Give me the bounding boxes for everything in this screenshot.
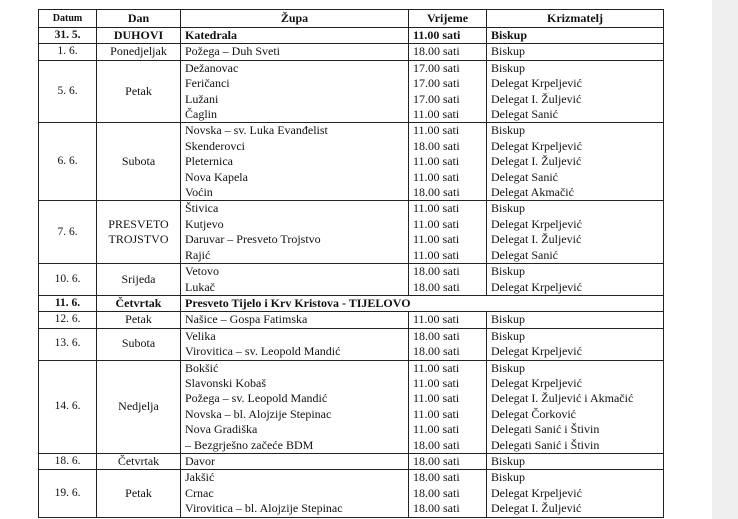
cell-krizmatelj xyxy=(487,123,664,201)
table-row xyxy=(39,201,664,264)
table-row xyxy=(39,453,664,469)
vrijeme-line: 11.00 sati xyxy=(413,107,460,122)
cell-zupa xyxy=(181,28,409,44)
cell-krizmatelj xyxy=(487,44,664,60)
vrijeme-line: 11.00 sati xyxy=(413,406,460,421)
zupa-line: Novska – bl. Alojzije Stepinac xyxy=(185,406,332,421)
zupa-line: Nova Gradiška xyxy=(185,422,258,437)
cell-dan xyxy=(97,264,181,296)
cell-zupa xyxy=(181,123,409,201)
krizmatelj-line: Delegat Krpeljević xyxy=(491,375,582,390)
cell-krizmatelj xyxy=(487,28,664,44)
krizmatelj-line: Biskup xyxy=(491,360,526,375)
vrijeme-line: 11.00 sati xyxy=(413,232,460,247)
cell-zupa xyxy=(181,44,409,60)
krizmatelj-line: Delegat Čorković xyxy=(491,406,576,421)
cell-datum: 7. 6. xyxy=(39,201,97,264)
table-row xyxy=(39,328,664,360)
zupa-line: Jakšić xyxy=(185,470,215,485)
cell-vrijeme xyxy=(409,360,487,453)
zupa-line: Požega – sv. Leopold Mandić xyxy=(185,391,328,406)
zupa-line: Daruvar – Presveto Trojstvo xyxy=(185,232,321,247)
vrijeme-line: 11.00 sati xyxy=(413,216,460,231)
header-zupa: Župa xyxy=(181,10,409,28)
dan-line: Subota xyxy=(121,336,156,351)
zupa-line: – Bezgrješno začeće BDM xyxy=(185,437,314,452)
header-vrijeme: Vrijeme xyxy=(409,10,487,28)
zupa-line: Našice – Gospa Fatimska xyxy=(185,312,308,327)
vrijeme-line: 11.00 sati xyxy=(413,123,460,138)
dan-line: Nedjelja xyxy=(118,399,159,414)
krizmatelj-line: Biskup xyxy=(491,201,526,216)
krizmatelj-line: Biskup xyxy=(491,44,526,59)
cell-dan xyxy=(97,123,181,201)
krizmatelj-line: Delegat Krpeljević xyxy=(491,344,582,359)
krizmatelj-line: Delegati Sanić i Štivin xyxy=(491,437,600,452)
zupa-line: Rajić xyxy=(185,247,211,262)
zupa-line: Virovitica – sv. Leopold Mandić xyxy=(185,344,341,359)
vrijeme-line: 18.00 sati xyxy=(413,279,460,294)
confirmation-schedule-table xyxy=(38,9,664,518)
krizmatelj-line: Biskup xyxy=(491,453,526,468)
vrijeme-line: 11.00 sati xyxy=(413,28,461,42)
cell-zupa xyxy=(181,60,409,123)
cell-vrijeme xyxy=(409,28,487,44)
zupa-line: Kutjevo xyxy=(185,216,224,231)
table-row xyxy=(39,28,664,44)
zupa-line: Voćin xyxy=(185,185,213,200)
cell-vrijeme xyxy=(409,453,487,469)
table-row xyxy=(39,264,664,296)
vrijeme-line: 18.00 sati xyxy=(413,138,460,153)
zupa-line: Štivica xyxy=(185,201,219,216)
cell-datum: 1. 6. xyxy=(39,44,97,60)
zupa-line: Lukač xyxy=(185,279,215,294)
cell-krizmatelj xyxy=(487,60,664,123)
cell-datum: 10. 6. xyxy=(39,264,97,296)
cell-vrijeme xyxy=(409,328,487,360)
zupa-line: Crnac xyxy=(185,485,214,500)
dan-line: Petak xyxy=(125,485,152,500)
zupa-line: Čaglin xyxy=(185,107,217,122)
vrijeme-line: 11.00 sati xyxy=(413,169,460,184)
dan-line: Srijeda xyxy=(121,271,156,286)
vrijeme-line: 17.00 sati xyxy=(413,60,460,75)
cell-krizmatelj xyxy=(487,201,664,264)
krizmatelj-line: Delegat Krpeljević xyxy=(491,485,582,500)
cell-datum: 31. 5. xyxy=(39,28,97,44)
krizmatelj-line: Delegat I. Žuljević xyxy=(491,501,582,516)
cell-datum: 11. 6. xyxy=(39,295,97,311)
cell-krizmatelj xyxy=(487,470,664,517)
krizmatelj-line: Biskup xyxy=(491,328,526,343)
krizmatelj-line: Biskup xyxy=(491,264,526,279)
krizmatelj-line: Delegat Krpeljević xyxy=(491,76,582,91)
krizmatelj-line: Delegat Krpeljević xyxy=(491,138,582,153)
zupa-line: Skenderovci xyxy=(185,138,245,153)
table-body xyxy=(39,28,664,518)
cell-dan xyxy=(97,470,181,517)
krizmatelj-line: Biskup xyxy=(491,123,526,138)
krizmatelj-line: Delegat I. Žuljević i Akmačić xyxy=(491,391,634,406)
krizmatelj-line: Delegat Sanić xyxy=(491,247,558,262)
header-datum: Datum xyxy=(39,10,97,28)
zupa-line: Pleternica xyxy=(185,154,233,169)
zupa-line: Davor xyxy=(185,453,215,468)
cell-dan xyxy=(97,44,181,60)
zupa-line: Dežanovac xyxy=(185,60,239,75)
table-row xyxy=(39,312,664,328)
table-row xyxy=(39,44,664,60)
dan-line: DUHOVI xyxy=(113,28,164,42)
krizmatelj-line: Biskup xyxy=(491,28,528,42)
cell-dan xyxy=(97,360,181,453)
table-row xyxy=(39,295,664,311)
cell-datum: 6. 6. xyxy=(39,123,97,201)
vrijeme-line: 11.00 sati xyxy=(413,391,460,406)
vrijeme-line: 18.00 sati xyxy=(413,437,460,452)
cell-vrijeme xyxy=(409,201,487,264)
zupa-line: Lužani xyxy=(185,91,219,106)
table-header-row xyxy=(39,10,664,28)
krizmatelj-line: Biskup xyxy=(491,60,526,75)
cell-krizmatelj xyxy=(487,312,664,328)
krizmatelj-line: Delegati Sanić i Štivin xyxy=(491,422,600,437)
krizmatelj-line: Delegat Sanić xyxy=(491,169,558,184)
krizmatelj-line: Delegat Akmačić xyxy=(491,185,574,200)
cell-datum: 18. 6. xyxy=(39,453,97,469)
cell-dan xyxy=(97,453,181,469)
table-row xyxy=(39,470,664,517)
vrijeme-line: 17.00 sati xyxy=(413,76,460,91)
table-row xyxy=(39,123,664,201)
vrijeme-line: 18.00 sati xyxy=(413,501,460,516)
header-dan: Dan xyxy=(97,10,181,28)
krizmatelj-line: Delegat Krpeljević xyxy=(491,216,582,231)
cell-datum: 12. 6. xyxy=(39,312,97,328)
zupa-line: Virovitica – bl. Alojzije Stepinac xyxy=(185,501,343,516)
cell-vrijeme xyxy=(409,470,487,517)
cell-zupa xyxy=(181,360,409,453)
cell-vrijeme xyxy=(409,44,487,60)
cell-vrijeme xyxy=(409,60,487,123)
vrijeme-line: 18.00 sati xyxy=(413,44,460,59)
zupa-line: Nova Kapela xyxy=(185,169,248,184)
cell-dan xyxy=(97,328,181,360)
zupa-line: Feričanci xyxy=(185,76,230,91)
dan-line: PRESVETO xyxy=(108,216,169,231)
vrijeme-line: 11.00 sati xyxy=(413,247,460,262)
dan-line: Ponedjeljak xyxy=(110,44,167,59)
cell-krizmatelj xyxy=(487,453,664,469)
table-row xyxy=(39,360,664,453)
vrijeme-line: 18.00 sati xyxy=(413,185,460,200)
cell-vrijeme xyxy=(409,123,487,201)
dan-line: Subota xyxy=(121,154,156,169)
dan-line: Četvrtak xyxy=(115,295,162,310)
cell-feast-name xyxy=(181,295,664,311)
cell-krizmatelj xyxy=(487,360,664,453)
cell-vrijeme xyxy=(409,264,487,296)
krizmatelj-line: Delegat I. Žuljević xyxy=(491,232,582,247)
krizmatelj-line: Delegat Krpeljević xyxy=(491,279,582,294)
vrijeme-line: 11.00 sati xyxy=(413,360,460,375)
krizmatelj-line: Delegat I. Žuljević xyxy=(491,91,582,106)
feast-label: Presveto Tijelo i Krv Kristova - TIJELOVO xyxy=(185,295,411,310)
vrijeme-line: 11.00 sati xyxy=(413,312,460,327)
cell-zupa xyxy=(181,453,409,469)
vrijeme-line: 11.00 sati xyxy=(413,201,460,216)
scrollbar-gutter xyxy=(712,0,738,519)
vrijeme-line: 18.00 sati xyxy=(413,344,460,359)
cell-dan xyxy=(97,60,181,123)
cell-dan xyxy=(97,28,181,44)
dan-line: Četvrtak xyxy=(117,453,160,468)
krizmatelj-line: Biskup xyxy=(491,470,526,485)
cell-zupa xyxy=(181,470,409,517)
cell-zupa xyxy=(181,312,409,328)
cell-zupa xyxy=(181,264,409,296)
cell-zupa xyxy=(181,201,409,264)
cell-krizmatelj xyxy=(487,264,664,296)
zupa-line: Slavonski Kobaš xyxy=(185,375,266,390)
cell-dan xyxy=(97,295,181,311)
vrijeme-line: 18.00 sati xyxy=(413,453,460,468)
vrijeme-line: 11.00 sati xyxy=(413,375,460,390)
zupa-line: Bokšić xyxy=(185,360,219,375)
zupa-line: Vetovo xyxy=(185,264,219,279)
header-krizmatelj: Krizmatelj xyxy=(487,10,664,28)
vrijeme-line: 11.00 sati xyxy=(413,422,460,437)
vrijeme-line: 18.00 sati xyxy=(413,328,460,343)
zupa-line: Novska – sv. Luka Evanđelist xyxy=(185,123,328,138)
cell-datum: 13. 6. xyxy=(39,328,97,360)
krizmatelj-line: Delegat Sanić xyxy=(491,107,558,122)
dan-line: Petak xyxy=(125,83,152,98)
document-page xyxy=(38,9,663,518)
cell-datum: 19. 6. xyxy=(39,470,97,517)
cell-datum: 5. 6. xyxy=(39,60,97,123)
vrijeme-line: 17.00 sati xyxy=(413,91,460,106)
zupa-line: Katedrala xyxy=(185,28,237,42)
cell-krizmatelj xyxy=(487,328,664,360)
cell-vrijeme xyxy=(409,312,487,328)
krizmatelj-line: Delegat I. Žuljević xyxy=(491,154,582,169)
krizmatelj-line: Biskup xyxy=(491,312,526,327)
table-row xyxy=(39,60,664,123)
cell-zupa xyxy=(181,328,409,360)
cell-dan xyxy=(97,201,181,264)
cell-datum: 14. 6. xyxy=(39,360,97,453)
vrijeme-line: 18.00 sati xyxy=(413,485,460,500)
zupa-line: Velika xyxy=(185,328,216,343)
cell-dan xyxy=(97,312,181,328)
dan-line: Petak xyxy=(125,312,152,327)
vrijeme-line: 18.00 sati xyxy=(413,470,460,485)
vrijeme-line: 18.00 sati xyxy=(413,264,460,279)
zupa-line: Požega – Duh Sveti xyxy=(185,44,280,59)
vrijeme-line: 11.00 sati xyxy=(413,154,460,169)
dan-line: TROJSTVO xyxy=(108,232,169,247)
